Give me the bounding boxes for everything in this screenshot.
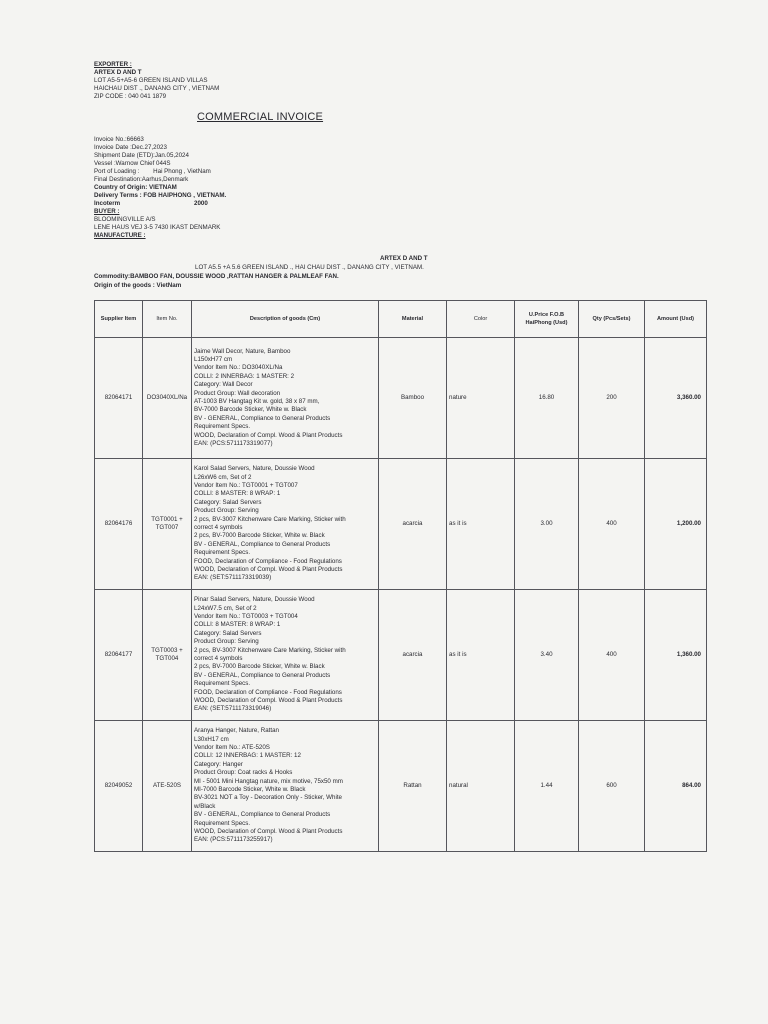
buyer-name: BLOOMINGVILLE A/S [94, 216, 156, 223]
buyer-heading: BUYER : [94, 208, 120, 215]
description-line: Vendor Item No.: DO3040XL/Na [194, 364, 283, 372]
cell-color: nature [447, 338, 515, 459]
description-line: COLLI: 8 MASTER: 8 WRAP: 1 [194, 490, 281, 498]
invoice-info-block [94, 136, 226, 240]
exporter-address-line: ZIP CODE : 040 041 1879 [94, 93, 167, 100]
description-line: Vendor Item No.: ATE-520S [194, 743, 270, 751]
description-line: COLLI: 2 INNERBAG: 1 MASTER: 2 [194, 372, 295, 380]
table-row [95, 338, 707, 459]
cell-amount: 864.00 [645, 721, 707, 852]
cell-material: Bamboo [379, 338, 447, 459]
cell-unit-price: 3.40 [515, 590, 579, 721]
cell-amount: 1,200.00 [645, 459, 707, 590]
description-line: EAN: (PCS:5711173319077) [194, 440, 273, 448]
description-line: Pinar Salad Servers, Nature, Doussie Wood [194, 596, 315, 604]
exporter-address-line: LOT A5-5+A5-6 GREEN ISLAND VILLAS [94, 77, 208, 84]
header-material: Material [379, 301, 447, 338]
header-description: Description of goods (Cm) [192, 301, 379, 338]
description-line: Category: Hanger [194, 760, 243, 768]
header-unit-price-line1: U.Price F.O.B [528, 312, 565, 318]
description-line: EAN: (PCS:5711173255917) [194, 836, 273, 844]
item-no-line: TGT0001 + [151, 516, 183, 523]
header-unit-price-line2: HaiPhong (Usd) [525, 320, 568, 326]
description-line: Requirement Specs. [194, 423, 251, 431]
buyer-address: LENE HAUS VEJ 3-5 7430 IKAST DENMARK [94, 224, 221, 231]
cell-description [192, 590, 379, 721]
cell-unit-price: 16.80 [515, 338, 579, 459]
description-line: Category: Wall Decor [194, 381, 253, 389]
cell-unit-price: 1.44 [515, 721, 579, 852]
table-header-row [95, 301, 707, 338]
manufacture-address: LOT A5.5 +A 5.6 GREEN ISLAND ., HAI CHAU DIST ., DANANG CITY , VIETNAM. [195, 264, 424, 271]
final-destination: Final Destination:Aarhus,Denmark [94, 176, 189, 183]
delivery-terms: Delivery Terms : FOB HAIPHONG , VIETNAM. [94, 192, 227, 199]
document-title: COMMERCIAL INVOICE [197, 111, 324, 123]
description-line: WOOD, Declaration of Compl. Wood & Plant Products [194, 697, 343, 705]
description-line: EAN: (SET:5711173319039) [194, 574, 272, 582]
cell-item-no [143, 590, 192, 721]
description-line: 2 pcs, BV-3007 Kitchenware Care Marking, Sticker with [194, 515, 346, 523]
description-line: L30xH17 cm [194, 735, 229, 743]
description-line: Product Group: Serving [194, 638, 259, 646]
table-row [95, 459, 707, 590]
description-line: Product Group: Serving [194, 507, 259, 515]
header-color: Color [447, 301, 515, 338]
cell-unit-price: 3.00 [515, 459, 579, 590]
description-line: AT-1003 BV Hangtag Kit w. gold, 38 x 87 mm, [194, 398, 320, 405]
description-line: Requirement Specs. [194, 549, 251, 557]
commodity-line: Commodity:BAMBOO FAN, DOUSSIE WOOD ,RATTAN HANGER & PALMLEAF FAN. [94, 273, 339, 280]
cell-amount: 3,360.00 [645, 338, 707, 459]
cell-color: as it is [447, 459, 515, 590]
description-line: COLLI: 8 MASTER: 8 WRAP: 1 [194, 621, 281, 629]
invoice-date: Invoice Date :Dec.27,2023 [94, 144, 167, 151]
description-line: Karol Salad Servers, Nature, Doussie Wood [194, 465, 315, 473]
cell-supplier-item: 82049052 [95, 721, 143, 852]
header-amount: Amount (Usd) [645, 301, 707, 338]
description-line: BV - GENERAL, Compliance to General Products [194, 540, 331, 548]
cell-material: Rattan [379, 721, 447, 852]
cell-color: natural [447, 721, 515, 852]
item-no-line: TGT0003 + [151, 647, 183, 654]
incoterm-row [94, 200, 226, 208]
description-line: Jaime Wall Decor, Nature, Bamboo [194, 347, 291, 355]
description-line: WOOD, Declaration of Compl. Wood & Plant Products [194, 566, 343, 574]
description-line: Product Group: Coat racks & Hooks [194, 769, 293, 777]
cell-item-no [143, 459, 192, 590]
description-line: BV-3021 NOT a Toy - Decoration Only - Sticker, White [194, 794, 342, 802]
description-line: WOOD, Declaration of Compl. Wood & Plant Products [194, 828, 343, 836]
description-line: L24xW7.5 cm, Set of 2 [194, 604, 257, 612]
item-no-line: TGT004 [155, 655, 179, 662]
description-line: Category: Salad Servers [194, 629, 262, 637]
description-line: Requirement Specs. [194, 819, 251, 827]
description-line: Vendor Item No.: TGT0003 + TGT004 [194, 612, 298, 620]
table-row [95, 590, 707, 721]
cell-description [192, 721, 379, 852]
manufacture-company: ARTEX D AND T [380, 255, 428, 262]
description-line: BV - GENERAL, Compliance to General Products [194, 811, 331, 819]
cell-material: acarcia [379, 459, 447, 590]
description-line: BV - GENERAL, Compliance to General Products [194, 671, 331, 679]
exporter-address-line: HAICHAU DIST ., DANANG CITY , VIETNAM [94, 85, 220, 92]
description-line: COLLI: 12 INNERBAG: 1 MASTER: 12 [194, 752, 301, 760]
description-line: 2 pcs, BV-7000 Barcode Sticker, White w. Black [194, 663, 325, 671]
header-qty: Qty (Pcs/Sets) [579, 301, 645, 338]
cell-item-no: DO3040XL/Na [143, 338, 192, 459]
description-line: L26xW6 cm, Set of 2 [194, 473, 252, 481]
description-line: BV-7000 Barcode Sticker, White w. Black [194, 406, 307, 414]
goods-table [94, 300, 707, 852]
description-line: FOOD, Declaration of Compliance - Food Regulations [194, 557, 342, 565]
cell-qty: 400 [579, 459, 645, 590]
description-line: L150xH77 cm [194, 355, 233, 363]
cell-description [192, 338, 379, 459]
incoterm-value: 2000 [194, 200, 208, 207]
description-line: 2 pcs, BV-7000 Barcode Sticker, White w. Black [194, 532, 325, 540]
shipment-date: Shipment Date (ETD):Jan.05,2024 [94, 152, 189, 159]
description-line: correct 4 symbols [194, 655, 243, 662]
cell-qty: 600 [579, 721, 645, 852]
country-of-origin: Country of Origin: VIETNAM [94, 184, 177, 191]
cell-material: acarcia [379, 590, 447, 721]
description-line: Vendor Item No.: TGT0001 + TGT007 [194, 481, 298, 489]
vessel: Vessel :Warnow Chief 044S [94, 160, 171, 167]
header-unit-price [515, 301, 579, 338]
description-line: Category: Salad Servers [194, 498, 262, 506]
cell-color: as it is [447, 590, 515, 721]
table-row [95, 721, 707, 852]
cell-supplier-item: 82064176 [95, 459, 143, 590]
description-line: MI-7000 Barcode Sticker, White w. Black [194, 786, 306, 793]
description-line: BV - GENERAL, Compliance to General Products [194, 414, 331, 422]
cell-qty: 200 [579, 338, 645, 459]
cell-qty: 400 [579, 590, 645, 721]
description-line: correct 4 symbols [194, 524, 243, 531]
port-of-loading: Port of Loading : Hai Phong , VietNam [94, 168, 211, 175]
header-item-no: Item No. [143, 301, 192, 338]
description-line: WOOD, Declaration of Compl. Wood & Plant Products [194, 431, 343, 439]
description-line: Requirement Specs. [194, 680, 251, 688]
description-line: FOOD, Declaration of Compliance - Food Regulations [194, 688, 342, 696]
invoice-number: Invoice No.:66663 [94, 136, 144, 143]
header-supplier-item: Supplier Item [95, 301, 143, 338]
description-line: EAN: (SET:5711173319046) [194, 705, 272, 713]
description-line: 2 pcs, BV-3007 Kitchenware Care Marking, Sticker with [194, 646, 346, 654]
cell-description [192, 459, 379, 590]
item-no-line: TGT007 [155, 524, 179, 531]
description-line: Product Group: Wall decoration [194, 389, 281, 397]
exporter-name: ARTEX D AND T [94, 69, 142, 76]
description-line: Aranya Hanger, Nature, Rattan [194, 727, 279, 735]
exporter-heading: EXPORTER : [94, 61, 132, 68]
description-line: w/Black [194, 802, 216, 810]
exporter-block [94, 61, 219, 101]
goods-origin-line: Origin of the goods : VietNam [94, 282, 182, 289]
description-line: MI - 5001 Mini Hangtag nature, mix motive, 75x50 mm [194, 777, 343, 785]
cell-supplier-item: 82064177 [95, 590, 143, 721]
cell-amount: 1,360.00 [645, 590, 707, 721]
incoterm-label: Incoterm [94, 200, 121, 207]
cell-supplier-item: 82064171 [95, 338, 143, 459]
cell-item-no: ATE-520S [143, 721, 192, 852]
manufacture-heading: MANUFACTURE : [94, 232, 146, 239]
